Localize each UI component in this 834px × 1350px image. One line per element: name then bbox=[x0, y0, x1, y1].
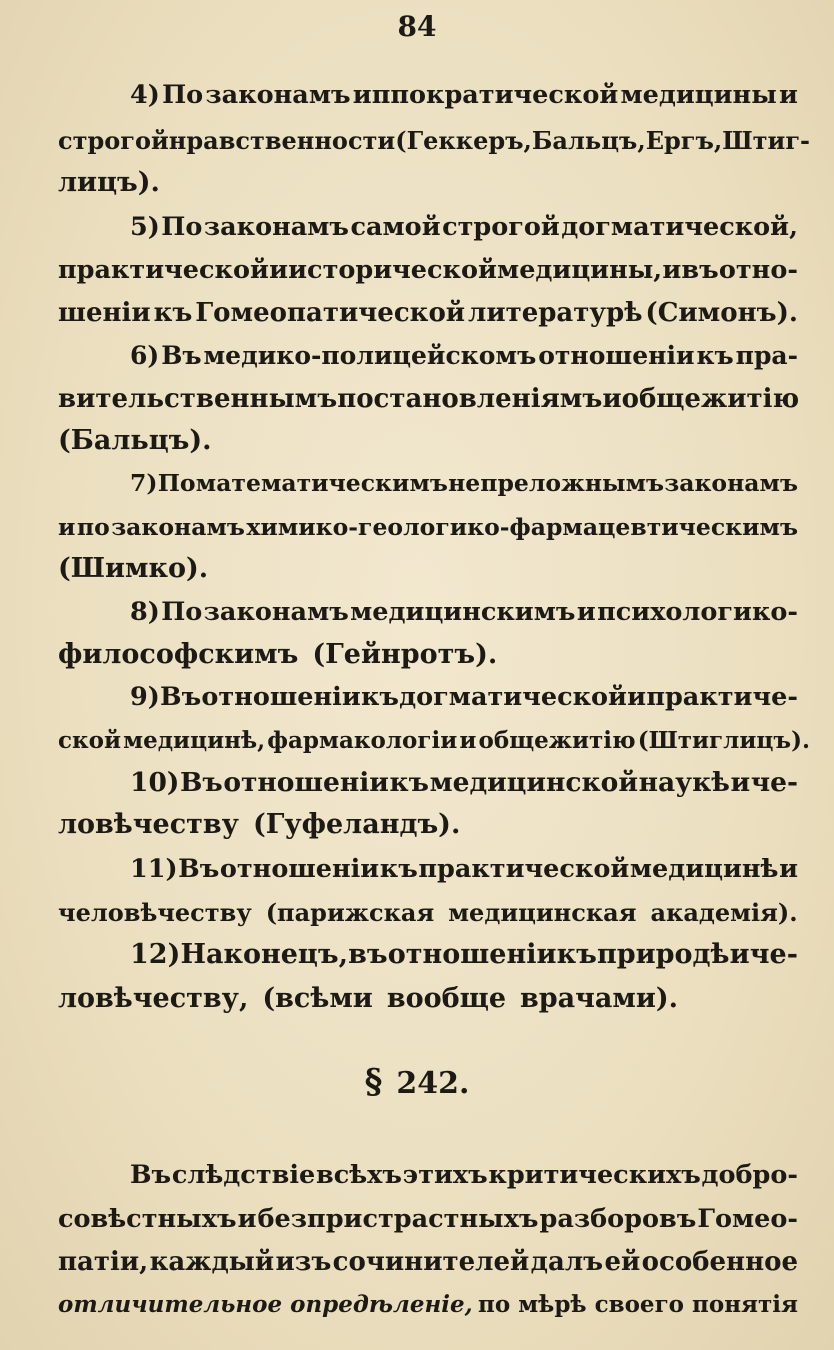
word: Гомео- bbox=[697, 1204, 798, 1234]
word: практической bbox=[58, 255, 269, 285]
list-line bbox=[58, 510, 798, 544]
word: практиче- bbox=[646, 682, 798, 712]
list-line bbox=[130, 78, 798, 112]
word: отношеніи bbox=[223, 767, 389, 798]
word: разборовъ bbox=[539, 1204, 697, 1234]
word: вительственнымъ bbox=[58, 384, 338, 414]
word: и bbox=[459, 727, 477, 754]
word: 8) bbox=[130, 597, 160, 627]
word: 11) bbox=[130, 854, 178, 884]
word: постановленіямъ bbox=[337, 384, 603, 414]
list-line bbox=[130, 210, 798, 244]
list-line bbox=[58, 166, 798, 200]
word: Ергъ, bbox=[645, 126, 723, 155]
word: химико-геологико-фармацевтическимъ bbox=[246, 513, 798, 541]
word: слѣдствіе bbox=[171, 1160, 316, 1190]
list-line bbox=[58, 253, 798, 287]
word: наукѣ bbox=[638, 767, 730, 798]
word: и bbox=[627, 682, 647, 712]
word: По bbox=[161, 212, 203, 242]
word: 9) bbox=[130, 682, 160, 712]
word: самой bbox=[350, 212, 441, 242]
word: и bbox=[58, 513, 76, 541]
word: критическихъ bbox=[488, 1160, 701, 1190]
paragraph-line bbox=[58, 1288, 798, 1322]
word: (Геккеръ, bbox=[395, 126, 532, 155]
word: къ bbox=[556, 939, 597, 970]
word: медицины bbox=[620, 80, 777, 110]
list-line bbox=[130, 595, 798, 629]
word: къ bbox=[696, 341, 734, 370]
word: изъ bbox=[275, 1247, 332, 1277]
list-line bbox=[130, 466, 798, 500]
word: академія). bbox=[650, 898, 798, 927]
word: психологико- bbox=[597, 597, 798, 627]
word: (Бальцъ). bbox=[58, 425, 212, 456]
word: че- bbox=[749, 939, 798, 970]
word: законамъ bbox=[203, 212, 349, 242]
word: Бальцъ, bbox=[531, 126, 646, 155]
paragraph-line bbox=[58, 1245, 798, 1279]
word: По bbox=[157, 469, 196, 497]
word: фармакологіи bbox=[267, 727, 458, 754]
paragraph-line bbox=[58, 1202, 798, 1236]
word: Въ bbox=[180, 767, 223, 798]
list-line bbox=[130, 938, 798, 972]
word: 12) bbox=[130, 939, 181, 970]
word: (Гейнротъ). bbox=[312, 639, 498, 670]
word: особенное bbox=[641, 1247, 798, 1277]
list-line bbox=[130, 766, 798, 800]
word: (Гуфеландъ). bbox=[252, 809, 461, 840]
list-line bbox=[58, 382, 798, 416]
word: Гомеопатической bbox=[195, 298, 466, 328]
word: догматической bbox=[399, 682, 627, 712]
word: и bbox=[602, 384, 622, 414]
word: человѣчеству bbox=[58, 898, 252, 927]
word: По bbox=[161, 597, 203, 627]
list-line bbox=[130, 680, 798, 714]
list-line bbox=[58, 552, 798, 586]
word: пра- bbox=[735, 341, 798, 370]
word: врачами). bbox=[520, 983, 679, 1014]
word: 5) bbox=[130, 212, 160, 242]
word: че- bbox=[750, 767, 798, 798]
section-symbol: § bbox=[364, 1062, 383, 1102]
list-line bbox=[58, 296, 798, 330]
word: строгой bbox=[442, 212, 560, 242]
word: 6) bbox=[130, 341, 160, 370]
word: и bbox=[269, 255, 288, 285]
word: (Симонъ). bbox=[645, 298, 798, 328]
list-line bbox=[58, 638, 798, 672]
word: законамъ bbox=[664, 469, 798, 497]
word: законамъ bbox=[205, 80, 351, 110]
word: медицины, bbox=[497, 255, 663, 285]
word: и bbox=[662, 255, 682, 285]
word: (всѣми bbox=[262, 983, 373, 1014]
word: этихъ bbox=[402, 1160, 488, 1190]
word: (Штиглицъ). bbox=[637, 727, 810, 754]
word: Въ bbox=[160, 682, 202, 712]
word: вообще bbox=[386, 983, 506, 1014]
word: Штиг- bbox=[722, 126, 811, 155]
word: безпристрастныхъ bbox=[257, 1204, 539, 1234]
word: медицинской bbox=[429, 767, 638, 798]
word: литературѣ bbox=[467, 298, 643, 328]
word: шеніи bbox=[58, 298, 151, 328]
word: къ bbox=[360, 682, 399, 712]
word: ской bbox=[58, 727, 122, 754]
word: отношеніи bbox=[538, 341, 695, 370]
word: къ bbox=[389, 767, 429, 798]
word: медицинѣ bbox=[629, 854, 779, 884]
word: догматической, bbox=[561, 212, 798, 242]
word: ловѣчеству, bbox=[58, 983, 249, 1014]
word: медицинскимъ bbox=[350, 597, 576, 627]
list-line bbox=[130, 339, 798, 373]
word: въ bbox=[348, 939, 388, 970]
section-number: 242. bbox=[396, 1066, 470, 1101]
word: и bbox=[729, 939, 750, 970]
word: далъ bbox=[530, 1247, 604, 1277]
word: Въ bbox=[130, 1160, 172, 1190]
line-rest: по мѣрѣ своего понятія bbox=[478, 1291, 798, 1318]
word: и bbox=[730, 767, 751, 798]
word: сочинителей bbox=[332, 1247, 530, 1277]
word: ей bbox=[604, 1247, 641, 1277]
word: Въ bbox=[178, 854, 220, 884]
word: отношеніи bbox=[219, 854, 380, 884]
word: ловѣчеству bbox=[58, 809, 239, 840]
list-line bbox=[58, 124, 810, 158]
word: 10) bbox=[130, 767, 180, 798]
word: и bbox=[779, 80, 798, 110]
word: медицинѣ, bbox=[123, 727, 266, 754]
list-line bbox=[130, 852, 798, 886]
section-heading bbox=[0, 1062, 834, 1102]
page-number: 84 bbox=[397, 10, 437, 43]
list-line bbox=[58, 896, 798, 930]
word: общежитію bbox=[621, 384, 800, 414]
word: медицинская bbox=[448, 898, 637, 927]
word: математическимъ bbox=[195, 469, 448, 497]
word: по bbox=[76, 513, 110, 541]
paragraph-line bbox=[130, 1158, 798, 1192]
word: строгой bbox=[58, 126, 169, 155]
word: природѣ bbox=[596, 939, 730, 970]
word: практической bbox=[418, 854, 630, 884]
word: (Шимко). bbox=[58, 553, 209, 584]
list-line bbox=[58, 724, 810, 758]
word: добро- bbox=[701, 1160, 798, 1190]
list-line bbox=[58, 808, 798, 842]
word: отношеніи bbox=[387, 939, 557, 970]
word: Наконецъ, bbox=[180, 939, 348, 970]
word: къ bbox=[153, 298, 193, 328]
word: философскимъ bbox=[58, 639, 299, 670]
word: совѣстныхъ bbox=[58, 1204, 237, 1234]
word: непреложнымъ bbox=[448, 469, 665, 497]
word: законамъ bbox=[203, 597, 349, 627]
list-line bbox=[58, 982, 798, 1016]
word: всѣхъ bbox=[315, 1160, 402, 1190]
italic-term: отличительное опредѣленіе, bbox=[58, 1291, 473, 1318]
word: и bbox=[237, 1204, 257, 1234]
word: медико-полицейскомъ bbox=[203, 341, 537, 370]
word: и bbox=[779, 854, 798, 884]
word: лицъ). bbox=[58, 167, 160, 198]
word: 4) bbox=[130, 80, 160, 110]
word: отно- bbox=[718, 255, 798, 285]
word: въ bbox=[681, 255, 719, 285]
word: общежитію bbox=[478, 727, 636, 754]
word: и bbox=[576, 597, 596, 627]
word: исторической bbox=[288, 255, 497, 285]
list-line bbox=[58, 424, 798, 458]
word: каждый bbox=[149, 1247, 275, 1277]
word: къ bbox=[379, 854, 418, 884]
word: Въ bbox=[161, 341, 202, 370]
word: отношеніи bbox=[201, 682, 361, 712]
word: По bbox=[162, 80, 204, 110]
word: нравственности bbox=[168, 126, 396, 155]
word: иппократической bbox=[352, 80, 619, 110]
word: 7) bbox=[130, 469, 158, 497]
word: законамъ bbox=[111, 513, 245, 541]
word: (парижская bbox=[265, 898, 435, 927]
word: патіи, bbox=[58, 1247, 149, 1277]
